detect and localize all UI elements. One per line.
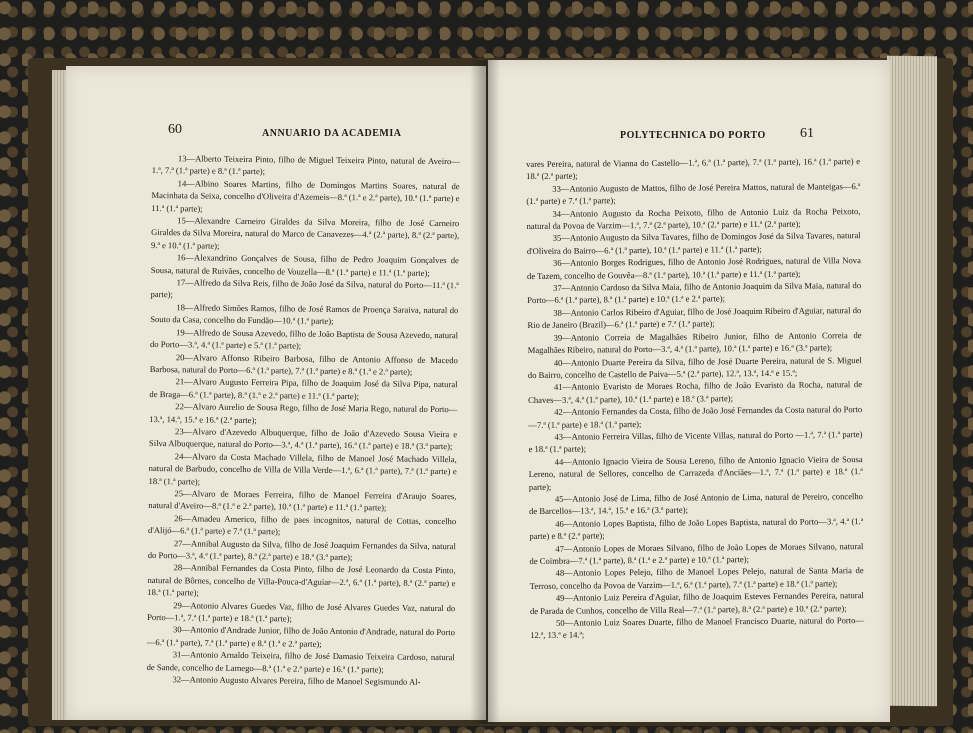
right-entries: [526, 155, 864, 642]
entry: 22—Alvaro Aurelio de Sousa Rego, filho de José Maria Rego, natural do Porto—13.ª, 14.ª, 15.ª e 16.ª (2.ª parte);: [149, 401, 458, 425]
entry: 26—Amadeu Americo, filho de paes incognitos, natural de Cottas, concelho d'Alijó—6.ª (1.ª parte) e 7.ª (1.ª parte);: [147, 513, 457, 537]
entry: 14—Albino Soares Martins, filho de Domingos Martins Soares, natural de Macinhata da Seixa, concelho d'Oliveira d'Azemeis—8.ª (1.ª e 2.ª parte), 10.ª (1.ª parte) e 11.ª (1.ª parte);: [151, 178, 460, 214]
entry: 46—Antonio Lopes Baptista, filho de João Lopes Baptista, natural do Porto—3.ª, 4.ª (1.ª parte) e 8.ª (2.ª parte);: [529, 515, 864, 542]
entry: 40—Antonio Duarte Pereira da Silva, filho de José Duarte Pereira, natural de S. Miguel do Bairro, concelho de Castello de Paiva—5.ª (2.ª parte), 12.ª, 13.ª, 14.ª e 15.ª;: [527, 354, 862, 380]
entry: 48—Antonio Lopes Pelejo, filho de Manoel Lopes Pelejo, natural de Santa Maria de Terroso, concelho da Povoa de Varzim—1.ª, 6.ª (1.ª parte), 7.ª (1.ª parte) e 18.ª (1.ª parte);: [529, 565, 864, 591]
right-page: [488, 60, 890, 722]
entry: 34—Antonio Augusto da Rocha Peixoto, filho de Antonio Luiz da Rocha Peixoto, natural da Povoa de Varzim—1.ª, 7.ª (2.ª parte), 10.ª (2.ª parte) e 11.ª (2.ª parte);: [526, 205, 861, 232]
entry: 25—Alvaro de Moraes Ferreira, filho de Manoel Ferreira d'Araujo Soares, natural d'Aveiro—8.ª (1.ª e 2.ª parte), 10.ª (1.ª parte) e 11.ª (1.ª parte);: [148, 488, 457, 513]
entry: 43—Antonio Ferreira Villas, filho de Vicente Villas, natural do Porto —1.ª, 7.ª (1.ª parte) e 18.ª (1.ª parte);: [528, 429, 863, 455]
entry: 30—Antonio d'Andrade Junior, filho de João Antonio d'Andrade, natural do Porto—6.ª (1.ª parte), 7.ª (1.ª parte) e 8.ª (1.ª e 2.ª parte);: [146, 624, 456, 649]
entry: 45—Antonio José de Lima, filho de José Antonio de Lima, natural de Pereiro, concelho de Barcellos—13.ª, 14.ª, 15.ª e 16.ª (3.ª parte);: [529, 491, 864, 517]
entry: 24—Alvaro da Costa Machado Villela, filho de Manoel José Machado Villela, natural de Barbudo, concelho de Villa de Villa Verde—1.ª, 6.ª (1.ª parte), 7.ª (1.ª parte) e 18.ª (1.ª parte);: [148, 451, 457, 487]
entry: 37—Antonio Cardoso da Silva Maia, filho de Antonio Joaquim da Silva Maia, natural do Porto—6.ª (1.ª parte), 8.ª (1.ª parte) e 10.ª (1.ª e 2.ª parte);: [527, 280, 862, 306]
entry: 15—Alexandre Carneiro Giraldes da Silva Moreira, filho de José Carneiro Giraldes da Silva Moreira, natural do Marco de Canavezes—4.ª (2.ª parte), 8.ª (2.ª parte), 9.ª e 10.ª (1.ª parte);: [150, 215, 460, 251]
entry: 21—Alvaro Augusto Ferreira Pipa, filho de Joaquim José da Silva Pipa, natural de Braga—6.ª (1.ª parte), 8.ª (1.ª e 2.ª parte) e 11.ª (1.ª parte);: [149, 376, 458, 401]
entry: 27—Annibal Augusto da Silva, filho de José Joaquim Fernandes da Silva, natural do Porto—3.ª, 4.ª (1.ª parte), 8.ª (2.ª parte) e 18.ª (3.ª parte);: [147, 537, 456, 563]
right-page-edges: [887, 56, 937, 707]
entry: 17—Alfredo da Silva Reis, filho de João José da Silva, natural do Porto—11.ª (1.ª parte);: [150, 277, 459, 300]
entry: 28—Annibal Fernandes da Costa Pinto, filho de José Leonardo da Costa Pinto, natural de Bôrnes, concelho de Villa-Pouca-d'Aguiar—2.ª, 6.ª (1.ª parte), 8.ª (2.ª parte) e 18.ª (1.ª parte);: [147, 562, 456, 598]
entry: 36—Antonio Borges Rodrigues, filho de Antonio José Rodrigues, natural de Villa Nova de Tazem, concelho de Gouvêa—8.ª (1.ª parte), 10.ª (1.ª parte) e 11.ª (1.ª parte);: [526, 255, 861, 281]
entry: 47—Antonio Lopes de Moraes Silvano, filho de João Lopes de Moraes Silvano, natural de Coimbra—7.ª (1.ª parte), 8.ª (1.ª e 2.ª parte) e 10.ª (1.ª parte);: [529, 540, 864, 566]
entry: 39—Antonio Correia de Magalhães Ribeiro Junior, filho de Antonio Correia de Magalhães Ribeiro, natural do Porto—3.ª, 4.ª (1.ª parte), 10.ª (1.ª parte) e 16.ª (3.ª parte);: [527, 329, 862, 356]
entry: 33—Antonio Augusto de Mattos, filho de José Pereira Mattos, natural de Manteigas—6.ª (1.ª parte) e 7.ª (1.ª parte);: [526, 180, 861, 207]
entry: 50—Antonio Luiz Soares Duarte, filho de Manoel Francisco Duarte, natural do Porto—12.ª, 13.ª e 14.ª;: [530, 615, 865, 641]
entry: 20—Alvaro Affonso Ribeiro Barbosa, filho de Antonio Affonso de Macedo Barbosa, natural do Porto—6.ª (1.ª parte), 7.ª (1.ª parte) e 8.ª (1.ª e 2.ª parte);: [149, 351, 458, 377]
entry: 49—Antonio Luiz Pereira d'Aguiar, filho de Joaquim Esteves Fernandes Pereira, natural de Parada de Cunhos, concelho de Villa Real—7.ª (1.ª parte), 8.ª (2.ª parte) e 10.ª (2.ª parte);: [529, 590, 864, 616]
left-running-header: ANNUARIO DA ACADEMIA: [262, 128, 402, 139]
right-page-number: 61: [800, 126, 814, 141]
entry: 23—Alvaro d'Azevedo Albuquerque, filho de João d'Azevedo Sousa Vieira e Silva Albuquerque, natural do Porto—3.ª, 4.ª (1.ª parte), 16.ª (1.ª parte) e 18.ª (3.ª parte);: [148, 426, 458, 452]
left-page-number: 60: [168, 122, 182, 137]
entry: 42—Antonio Fernandes da Costa, filho de João José Fernandes da Costa natural do Porto—7.ª (1.ª parte) e 18.ª (1.ª parte);: [528, 404, 863, 430]
entry: 31—Antonio Arnaldo Teixeira, filho de José Damasio Teixeira Cardoso, natural de Sande, concelho de Lamego—8.ª (1.ª e 2.ª parte) e 16.ª (1.ª parte);: [146, 649, 455, 675]
entry: 29—Antonio Alvares Guedes Vaz, filho de José Alvares Guedes Vaz, natural do Porto—1.ª, 7.ª (1.ª parte) e 18.ª (1.ª parte);: [147, 599, 456, 624]
entry: 19—Alfredo de Sousa Azevedo, filho de João Baptista de Sousa Azevedo, natural do Porto—3.ª, 4.ª (1.ª parte) e 5.ª (1.ª parte);: [149, 326, 459, 351]
left-entries: [146, 152, 460, 689]
entry: 18—Alfredo Simões Ramos, filho de José Ramos de Proença Saraiva, natural do Souto da Casa, concelho do Fundão—10.ª (1.ª parte);: [150, 302, 459, 327]
entry: 32—Antonio Augusto Alvares Pereira, filho de Manoel Segismundo Al-: [172, 674, 421, 687]
entry-continuation: vares Pereira, natural de Vianna do Castello—1.ª, 6.ª (1.ª parte), 7.ª (1.ª parte), 16.ª (1.ª parte) e 18.ª (2.ª parte);: [526, 156, 861, 182]
entry: 41—Antonio Evaristo de Moraes Rocha, filho de João Evaristo da Rocha, natural de Chaves—3.ª, 4.ª (1.ª parte), 10.ª (1.ª parte) e 18.ª (3.ª parte);: [528, 379, 863, 405]
entry: 44—Antonio Ignacio Vieira de Sousa Lereno, filho de Antonio Ignacio Vieira de Sousa Lereno, natural de Sellores, concelho de Carrazeda d'Anciães—1.ª, 7.ª (1.ª parte) e 18.ª (1.ª parte);: [528, 453, 863, 492]
entry: 38—Antonio Carlos Ribeiro d'Aguiar, filho de José Joaquim Ribeiro d'Aguiar, natural do Rio de Janeiro (Brazil)—6.ª (1.ª parte) e 7.ª (1.ª parte);: [527, 304, 862, 331]
entry: 16—Alexandrino Gonçalves de Sousa, filho de Pedro Joaquim Gonçalves de Sousa, natural de Ruivães, concelho de Vouzella—8.ª (1.ª parte) e 11.ª (1.ª parte);: [150, 252, 459, 278]
entry: 35—Antonio Augusto da Silva Tavares, filho de Domingos José da Silva Tavares, natural d'Oliveira do Bairro—6.ª (1.ª parte), 10.ª (1.ª parte) e 11.ª (1.ª parte);: [526, 230, 861, 256]
entry: 13—Alberto Teixeira Pinto, filho de Miguel Teixeira Pinto, natural de Aveiro—1.ª, 7.ª (1.ª parte) e 8.ª (1.ª parte);: [151, 153, 460, 177]
left-page: [66, 66, 486, 720]
book-gutter-shadow: [470, 60, 500, 724]
right-running-header: POLYTECHNICA DO PORTO: [620, 130, 766, 141]
